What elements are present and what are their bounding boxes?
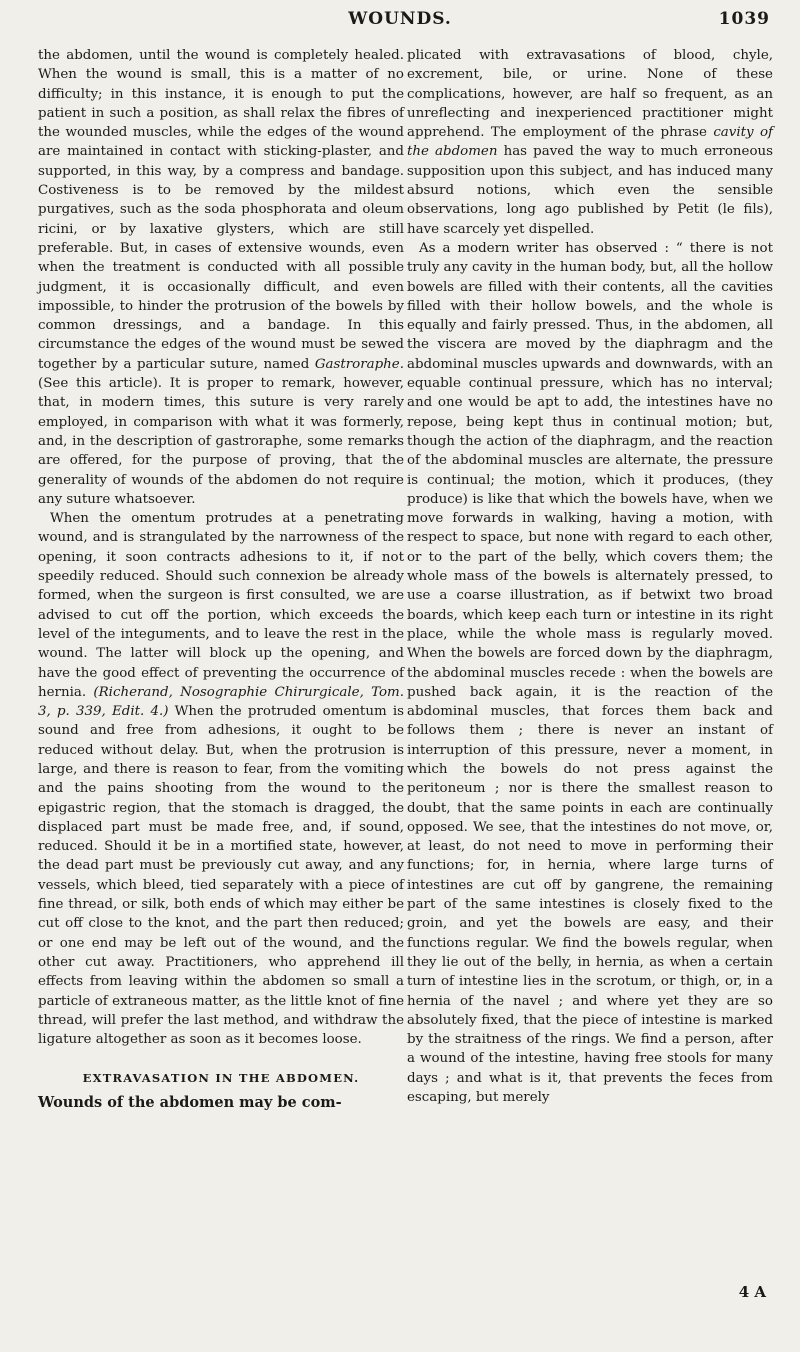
running-title: WOUNDS.	[348, 9, 452, 29]
paragraph	[38, 509, 404, 1049]
paragraph-text: the abdomen, until the wound is completely healed. When the wound is small, this is a matter of no difficulty; in this instance, it is enough to put the patient in such a position, as shall relax the fibres of the wounded muscles, while the edges of the wound are maintained in contact with sticking-plaster, and supported, in this way, by a compress and bandage. Costiveness is to be removed by the mildest purgatives, such as the soda phosphorata and oleum ricini, or by laxative glysters, which are still preferable. But, in cases of extensive wounds, even when the treatment is conducted with all possible judgment, it is occasionally difficult, and even impossible, to hinder the protrusion of the bowels by common dressings, and a bandage. In this circumstance the edges of the wound must be sewed together by a particular suture, named	[38, 48, 404, 372]
paragraph-text: When the omentum protrudes at a penetrating wound, and is strangulated by the narrowness of the opening, it soon contracts adhesions to it, if not speedily reduced. Should such connexion be already formed, when the surgeon is first consulted, we are advised to cut off the portion, which exceeds the level of the integuments, and to leave the rest in the wound. The latter will block up the opening, and have the good effect of preventing the occurrence of hernia.	[38, 511, 404, 700]
signature-mark: 4 A	[738, 1283, 766, 1301]
paragraph: As a modern writer has observed : “ there is not truly any cavity in the human body, but, all the hollow bowels are filled with their contents, all the cavities filled with their hollow bowels, and the whole is equally and fairly pressed. Thus, in the abdomen, all the viscera are moved by the diaphragm and the abdominal muscles upwards and downwards, with an equable continual pressure, which has no interval; and one would be apt to add, the intestines have no repose, being kept thus in continual motion; but, though the action of the diaphragm, and the reaction of the abdominal muscles are alternate, the pressure is continual; the motion, which it produces, (they produce) is like that which the bowels have, when we move forwards in walking, having a motion, with respect to space, but none with regard to each other, or to the part of the belly, which covers them; the whole mass of the bowels is alternately pressed, to use a coarse illustration, as if betwixt two broad boards, which keep each turn or intestine in its right place, while the whole mass is regularly moved. When the bowels are forced down by the diaphragm, the abdominal muscles recede : when the bowels are pushed back again, it is the reaction of the abdominal muscles, that forces them back and follows them ; there is never an instant of interruption of this pressure, never a moment, in which the bowels do not press against the peritoneum ; nor is there the smallest reason to doubt, that the same points in each are continually opposed. We see, that the intestines do not move, or, at least, do not need to move in performing their functions; for, in hernia, where large turns of intestines are cut off by gangrene, the remaining part of the same intestines is closely fixed to the groin, and yet the bowels are easy, and their functions regular. We find the bowels regular, when they lie out of the belly, in hernia, as when a certain turn of intestine lies in the scrotum, or thigh, or, in a hernia of the navel ; and where yet they are so absolutely fixed, that the piece of intestine is marked by the straitness of the rings. We find a person, after a wound of the intestine, having free stools for many days ; and what is it, that prevents the feces from escaping, but merely	[407, 240, 773, 1106]
paragraph-text: has paved the way to much erroneous supposition upon this subject, and has induced many absurd notions, which even the sensible observations, long ago published by Petit (le fils), have scarcely yet dispelled.	[407, 144, 773, 237]
citation: (Richerand, Nosographie Chirurgicale, Tom. 3, p. 339, Edit. 4.)	[38, 684, 404, 720]
paragraph-text: When the protruded omentum is sound and free from adhesions, it ought to be reduced without delay. But, when the protrusion is large, and there is reason to fear, from the vomiting and the pains shooting from the wound to the epigastric region, that the stomach is dragged, the displaced part must be made free, and, if sound, reduced. Should it be in a mortified state, however, the dead part must be previously cut away, and any vessels, which bleed, tied separately with a piece of fine thread, or silk, both ends of which may either be cut off close to the knot, and the part then reduced; or one end may be left out of the wound, and the other cut away. Practitioners, who apprehend ill effects from leaving within the abdomen so small a particle of extraneous matter, as the little knot of fine thread, will prefer the last method, and withdraw the ligature altogether as soon as it becomes loose.	[38, 704, 404, 1048]
italic-term: Gastroraphe.	[314, 356, 404, 372]
italic-term: cavity of the abdomen	[407, 125, 773, 160]
paragraph	[407, 46, 773, 239]
left-column	[38, 46, 404, 1112]
section-heading: EXTRAVASATION IN THE ABDOMEN.	[82, 1071, 360, 1086]
right-column	[407, 46, 773, 1107]
paragraph	[38, 46, 404, 509]
page-header	[0, 9, 800, 35]
paragraph-text: (See this article). It is proper to remark, however, that, in modern times, this suture is very rarely employed, in comparison with what it was formerly, and, in the description of gastroraphe, some remarks are offered, for the purpose of proving, that the generality of wounds of the abdomen do not require any suture whatsoever.	[38, 376, 404, 507]
page-number: 1039	[718, 9, 770, 29]
paragraph-text: plicated with extravasations of blood, chyle, excrement, bile, or urine. None of these complications, however, are half so frequent, as an unreflecting and inexperienced practitioner might apprehend. The employment of the phrase	[407, 48, 773, 141]
section-lead: Wounds of the abdomen may be com-	[38, 1093, 342, 1111]
